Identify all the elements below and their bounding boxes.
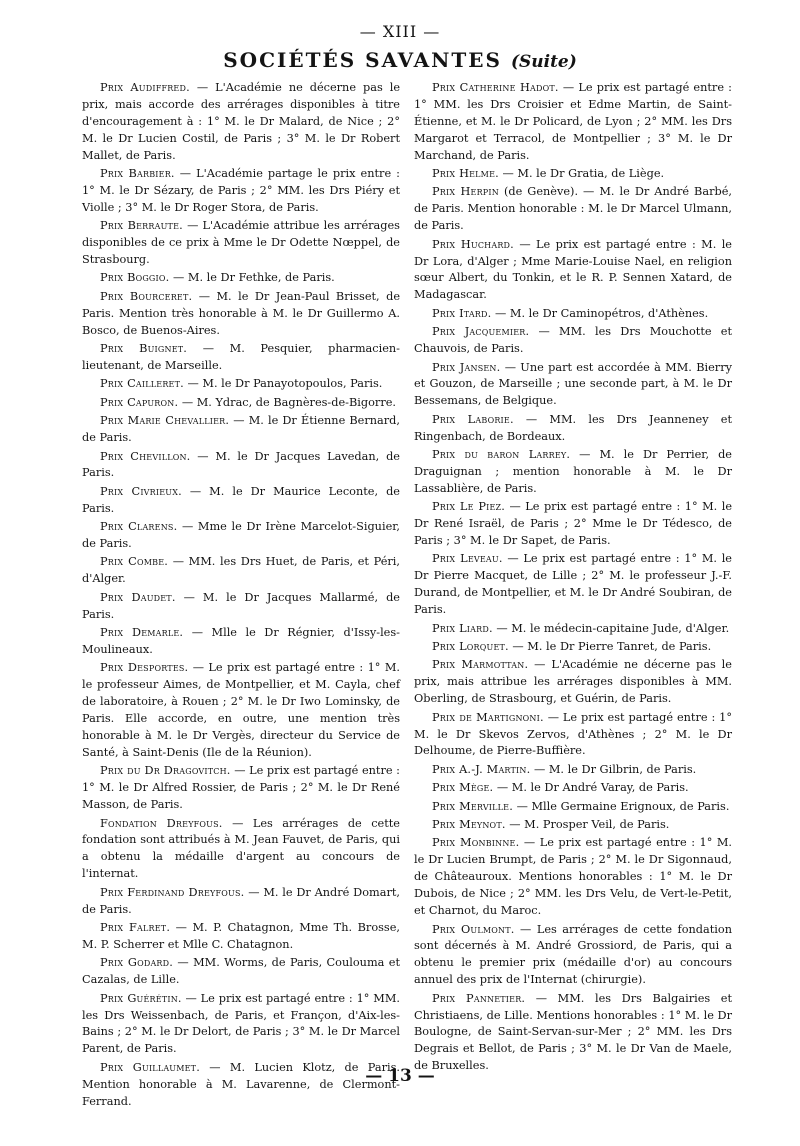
prize-name: Prix du Dr Dragovitch. — [100, 764, 231, 778]
prize-text: — M. le Dr André Domart, de Paris. — [82, 885, 400, 916]
prize-entry — [414, 499, 732, 550]
prize-text: — L'Académie partage le prix entre : 1° M. le Dr Sézary, de Paris ; 2° MM. les Drs Piéry et Violle ; 3° M. le Dr Roger Stora, de Paris. — [82, 167, 400, 214]
prize-name: Prix Godard. — [100, 956, 174, 970]
prize-text: — Les arrérages de cette fondation sont attribués à M. Jean Fauvet, de Paris, qui a obtenu la médaille d'argent au concours de l'internat. — [82, 816, 400, 881]
prize-name: Prix du baron Larrey. — [432, 448, 571, 462]
prize-text: (de Genève). — M. le Dr André Barbé, de Paris. Mention honorable : M. le Dr Marcel Ulmann, de Paris. — [414, 185, 732, 233]
title-suite: (Suite) — [510, 52, 577, 72]
prize-name: Prix Jacquemier. — [432, 325, 530, 339]
prize-entry — [414, 237, 732, 305]
prize-name: Prix Guérétin. — [100, 991, 182, 1005]
prize-name: Prix Clarens. — [100, 520, 178, 534]
prize-entry — [82, 341, 400, 375]
prize-entry — [414, 922, 732, 990]
prize-entry — [414, 324, 732, 358]
prize-text: — MM. Worms, de Paris, Coulouma et Cazalas, de Lille. — [82, 956, 400, 987]
prize-text: — M. le Dr Jean-Paul Brisset, de Paris. Mention très honorable à M. le Dr Guillermo A. Bosco, de Buenos-Aires. — [82, 289, 401, 337]
prize-text: — Le prix est partagé entre : 1° M. le Dr Alfred Rossier, de Paris ; 2° M. le Dr René Masson, de Paris. — [82, 764, 400, 812]
prize-name: Prix Jansen. — [432, 360, 501, 374]
prize-name: Prix Chevillon. — [100, 449, 191, 463]
prize-text: — M. le Dr Gilbrin, de Paris. — [530, 762, 697, 776]
prize-name: Prix Civrieux. — [100, 484, 182, 498]
prize-entry — [82, 816, 400, 884]
prize-text: — L'Académie attribue les arrérages disponibles de ce prix à Mme le Dr Odette Nœppel, de Strasbourg. — [82, 219, 400, 267]
prize-name: Prix Audiffred. — [100, 81, 190, 94]
prize-name: Prix Herpin — [432, 185, 499, 199]
prize-text: — M. P. Chatagnon, Mme Th. Brosse, M. P. Scherrer et Mlle C. Chatagnon. — [82, 921, 400, 951]
prize-text: — Le prix est partagé entre : 1° M. le Dr Skevos Zervos, d'Athènes ; 2° M. le Dr Delhoume, de Pierre-Buffière. — [414, 710, 733, 758]
prize-entry — [82, 289, 400, 340]
prize-name: Prix Catherine Hadot. — [432, 81, 559, 94]
prize-text: — Mlle Germaine Erignoux, de Paris. — [513, 799, 730, 813]
prize-entry — [82, 955, 400, 989]
prize-text: — MM. les Drs Mouchotte et Chauvois, de Paris. — [414, 325, 732, 356]
prize-text: — M. le médecin-capitaine Jude, d'Alger. — [492, 621, 730, 635]
prize-text: — M. le Dr Étienne Bernard, de Paris. — [82, 414, 400, 445]
prize-text: — Le prix est partagé entre : 1° M. le Dr Pierre Macquet, de Lille ; 2° M. le professeur J.-F. Durand, de Montpellier, et M. le Dr André Soubiran, de Paris. — [414, 552, 732, 617]
prize-text: — L'Académie ne décerne pas le prix, mais attribue les arrérages disponibles à MM. Oberling, de Strasbourg, et Guérin, de Paris. — [414, 658, 732, 706]
prize-text: — M. le Dr André Varay, de Paris. — [493, 781, 689, 795]
prize-name: Prix Buignet. — [100, 342, 188, 356]
prize-text: — MM. les Drs Balgairies et Christiaens, de Lille. Mentions honorables : 1° M. le Dr Boulogne, de Saint-Servan-sur-Mer ; 2° MM. les Drs Degrais et Bellot, de Paris ; 3° M. le Dr Van de Maele, de Bruxelles. — [414, 991, 732, 1073]
prize-entry — [82, 519, 400, 553]
prize-name: Prix Leveau. — [432, 552, 503, 566]
prize-name: Prix Ferdinand Dreyfous. — [100, 885, 245, 899]
prize-name: Prix Bourceret. — [100, 289, 193, 303]
prize-name: Prix Meynot. — [432, 818, 506, 832]
prize-entry — [414, 184, 732, 235]
prize-entry — [414, 639, 732, 656]
prize-name: Prix de Martignoni. — [432, 710, 544, 724]
prize-entry — [414, 551, 732, 619]
prize-text: — Le prix est partagé entre : 1° M. le Dr Lucien Brumpt, de Paris ; 2° M. le Dr Sigonnaud, de Châteauroux. Mentions honorables : 1° M. le Dr Dubois, de Nice ; 2° MM. les Drs Velu, de Vert-le-Petit, et Charnot, du Maroc. — [414, 836, 733, 918]
prize-text: — MM. les Drs Huet, de Paris, et Péri, d'Alger. — [82, 555, 400, 586]
prize-text: — M. Pesquier, pharmacien-lieutenant, de Marseille. — [82, 342, 400, 372]
prize-name: Prix Lorquet. — [432, 640, 509, 653]
prize-entry — [82, 80, 400, 165]
prize-entry — [414, 799, 732, 816]
prize-entry — [414, 412, 732, 446]
prize-text: — M. le Dr Maurice Leconte, de Paris. — [82, 484, 400, 515]
prize-text: — Mlle le Dr Régnier, d'Issy-les-Moulineaux. — [82, 626, 400, 656]
prize-text: — Le prix est partagé entre : 1° M. le professeur Aimes, de Montpellier, et M. Cayla, chef de laboratoire, à Rouen ; 2° M. le Dr Iwo Lominsky, de Paris. Elle accorde, en outre, une mention très honorable à M. le Dr Vergès, directeur du Service de Santé, à Saint-Denis (Ile de la Réunion). — [82, 661, 400, 759]
prize-entry — [82, 270, 400, 287]
prize-text: — M. Lucien Klotz, de Paris. Mention honorable à M. Lavarenne, de Clermont-Ferrand. — [82, 1060, 400, 1108]
prize-name: Prix Berraute. — [100, 219, 183, 233]
prize-name: Prix Barbier. — [100, 167, 175, 181]
prize-text: — M. le Dr Gratia, de Liège. — [498, 167, 665, 181]
prize-name: Prix Cailleret. — [100, 377, 184, 391]
prize-text: — M. le Dr Caminopétros, d'Athènes. — [491, 306, 709, 320]
prize-name: Prix Marmottan. — [432, 658, 529, 672]
prize-name: Prix Itard. — [432, 306, 492, 320]
prize-name: Prix Liard. — [432, 621, 493, 635]
prize-text: — M. le Dr Pierre Tanret, de Paris. — [508, 640, 712, 653]
prize-name: Prix Combe. — [100, 555, 169, 569]
prize-name: Prix Desportes. — [100, 661, 189, 675]
prize-entry — [414, 657, 732, 708]
page-number: — 13 — — [365, 1066, 435, 1086]
prize-entry — [82, 484, 400, 518]
prize-entry — [82, 413, 400, 447]
prize-text: — M. le Dr Perrier, de Draguignan ; mention honorable à M. le Dr Lassablière, de Paris. — [414, 448, 732, 495]
prize-name: Prix Demarle. — [100, 626, 184, 640]
prize-entry — [82, 218, 400, 269]
prize-text: — M. le Dr Fethke, de Paris. — [169, 271, 335, 285]
prize-text: — Les arrérages de cette fondation sont décernés à M. André Grossiord, de Paris, qui a obtenu le premier prix (médaille d'or) au concours annuel des prix de l'Internat (chirurgie). — [414, 922, 732, 987]
prize-name: Fondation Dreyfous. — [100, 816, 223, 830]
prize-entry — [82, 763, 400, 814]
prize-entry — [82, 991, 400, 1059]
prize-name: Prix Capuron. — [100, 395, 179, 409]
prize-entry — [82, 590, 400, 624]
prize-text: — L'Académie ne décerne pas le prix, mais accorde des arrérages disponibles à titre d'encouragement à : 1° M. le Dr Malard, de Nice ; 2° M. le Dr Lucien Costil, de Paris ; 3° M. le Dr Robert Mallet, de Paris. — [82, 81, 400, 162]
prize-name: Prix Monbinne. — [432, 836, 520, 850]
prize-entry — [82, 920, 400, 954]
prize-text: — M. Ydrac, de Bagnères-de-Bigorre. — [178, 395, 397, 409]
prize-entry — [82, 166, 400, 217]
prize-entry — [414, 991, 732, 1076]
prize-entry — [414, 817, 732, 834]
prize-text: — MM. les Drs Jeanneney et Ringenbach, de Bordeaux. — [414, 412, 732, 443]
prize-name: Prix Boggio. — [100, 271, 170, 285]
prize-entry — [82, 660, 400, 761]
prize-text: — Mme le Dr Irène Marcelot-Siguier, de Paris. — [82, 520, 401, 551]
prize-text: — M. le Dr Jacques Mallarmé, de Paris. — [82, 590, 400, 621]
prize-entry — [414, 166, 732, 183]
prize-name: Prix Laborie. — [432, 412, 514, 426]
prize-text: — Le prix est partagé entre : 1° MM. les Drs Weissenbach, de Paris, et Françon, d'Aix-les-Bains ; 2° M. le Dr Delort, de Paris ; 3° M. le Dr Marcel Parent, de Paris. — [82, 991, 400, 1056]
prize-entry — [82, 395, 400, 412]
prize-name: Prix Marie Chevallier. — [100, 414, 230, 428]
prize-entry — [414, 780, 732, 797]
prize-text: — M. Prosper Veil, de Paris. — [505, 818, 670, 832]
prize-entry — [414, 621, 732, 638]
prize-text: — Le prix est partagé entre : 1° M. le Dr René Israël, de Paris ; 2° Mme le Dr Tédesco, de Paris ; 3° M. le Dr Sapet, de Paris. — [414, 500, 733, 548]
prize-entry — [82, 376, 400, 393]
prize-name: Prix Huchard. — [432, 237, 514, 251]
prize-name: Prix Pannetier. — [432, 991, 526, 1005]
prize-entry — [414, 447, 732, 498]
prize-entry — [82, 625, 400, 659]
prize-entry — [414, 306, 732, 323]
prize-name: Prix Merville. — [432, 799, 514, 813]
prize-name: Prix Mège. — [432, 781, 494, 795]
prize-entry — [82, 554, 400, 588]
prize-name: Prix A.-J. Martin. — [432, 762, 531, 776]
prize-name: Prix Guillaumet. — [100, 1060, 201, 1074]
prize-name: Prix Helme. — [432, 167, 499, 181]
prize-name: Prix Falret. — [100, 921, 171, 934]
prize-text: — Une part est accordée à MM. Bierry et Gouzon, de Marseille ; une seconde part, à M. le Dr Bessemans, de Belgique. — [414, 360, 732, 408]
prize-text: — Le prix est partagé entre : 1° MM. les Drs Croisier et Edme Martin, de Saint-Étienne, et M. le Dr Policard, de Lyon ; 2° MM. les Drs Margarot et Terracol, de Montpellier ; 3° M. le Dr Marchand, de Paris. — [414, 81, 732, 162]
roman-page-header: — XIII — — [359, 22, 441, 41]
prize-text: — M. le Dr Jacques Lavedan, de Paris. — [82, 449, 400, 480]
right-column — [414, 80, 732, 1077]
prize-entry — [82, 885, 400, 919]
prize-entry — [414, 762, 732, 779]
left-column — [82, 80, 400, 1112]
prize-entry — [414, 710, 732, 761]
prize-entry — [414, 360, 732, 411]
prize-text: — M. le Dr Panayotopoulos, Paris. — [183, 377, 383, 391]
prize-name: Prix Le Piez. — [432, 500, 506, 514]
prize-entry — [414, 80, 732, 165]
prize-name: Prix Daudet. — [100, 590, 176, 604]
title-text: SOCIÉTÉS SAVANTES — [223, 48, 502, 72]
page-title — [0, 48, 800, 72]
prize-name: Prix Oulmont. — [432, 922, 515, 936]
prize-entry — [414, 835, 732, 920]
prize-entry — [82, 449, 400, 483]
prize-text: — Le prix est partagé entre : M. le Dr Lora, d'Alger ; Mme Marie-Louise Nael, en religion sœur Albert, du Tonkin, et le R. P. Sennen Xatard, de Madagascar. — [414, 237, 732, 302]
